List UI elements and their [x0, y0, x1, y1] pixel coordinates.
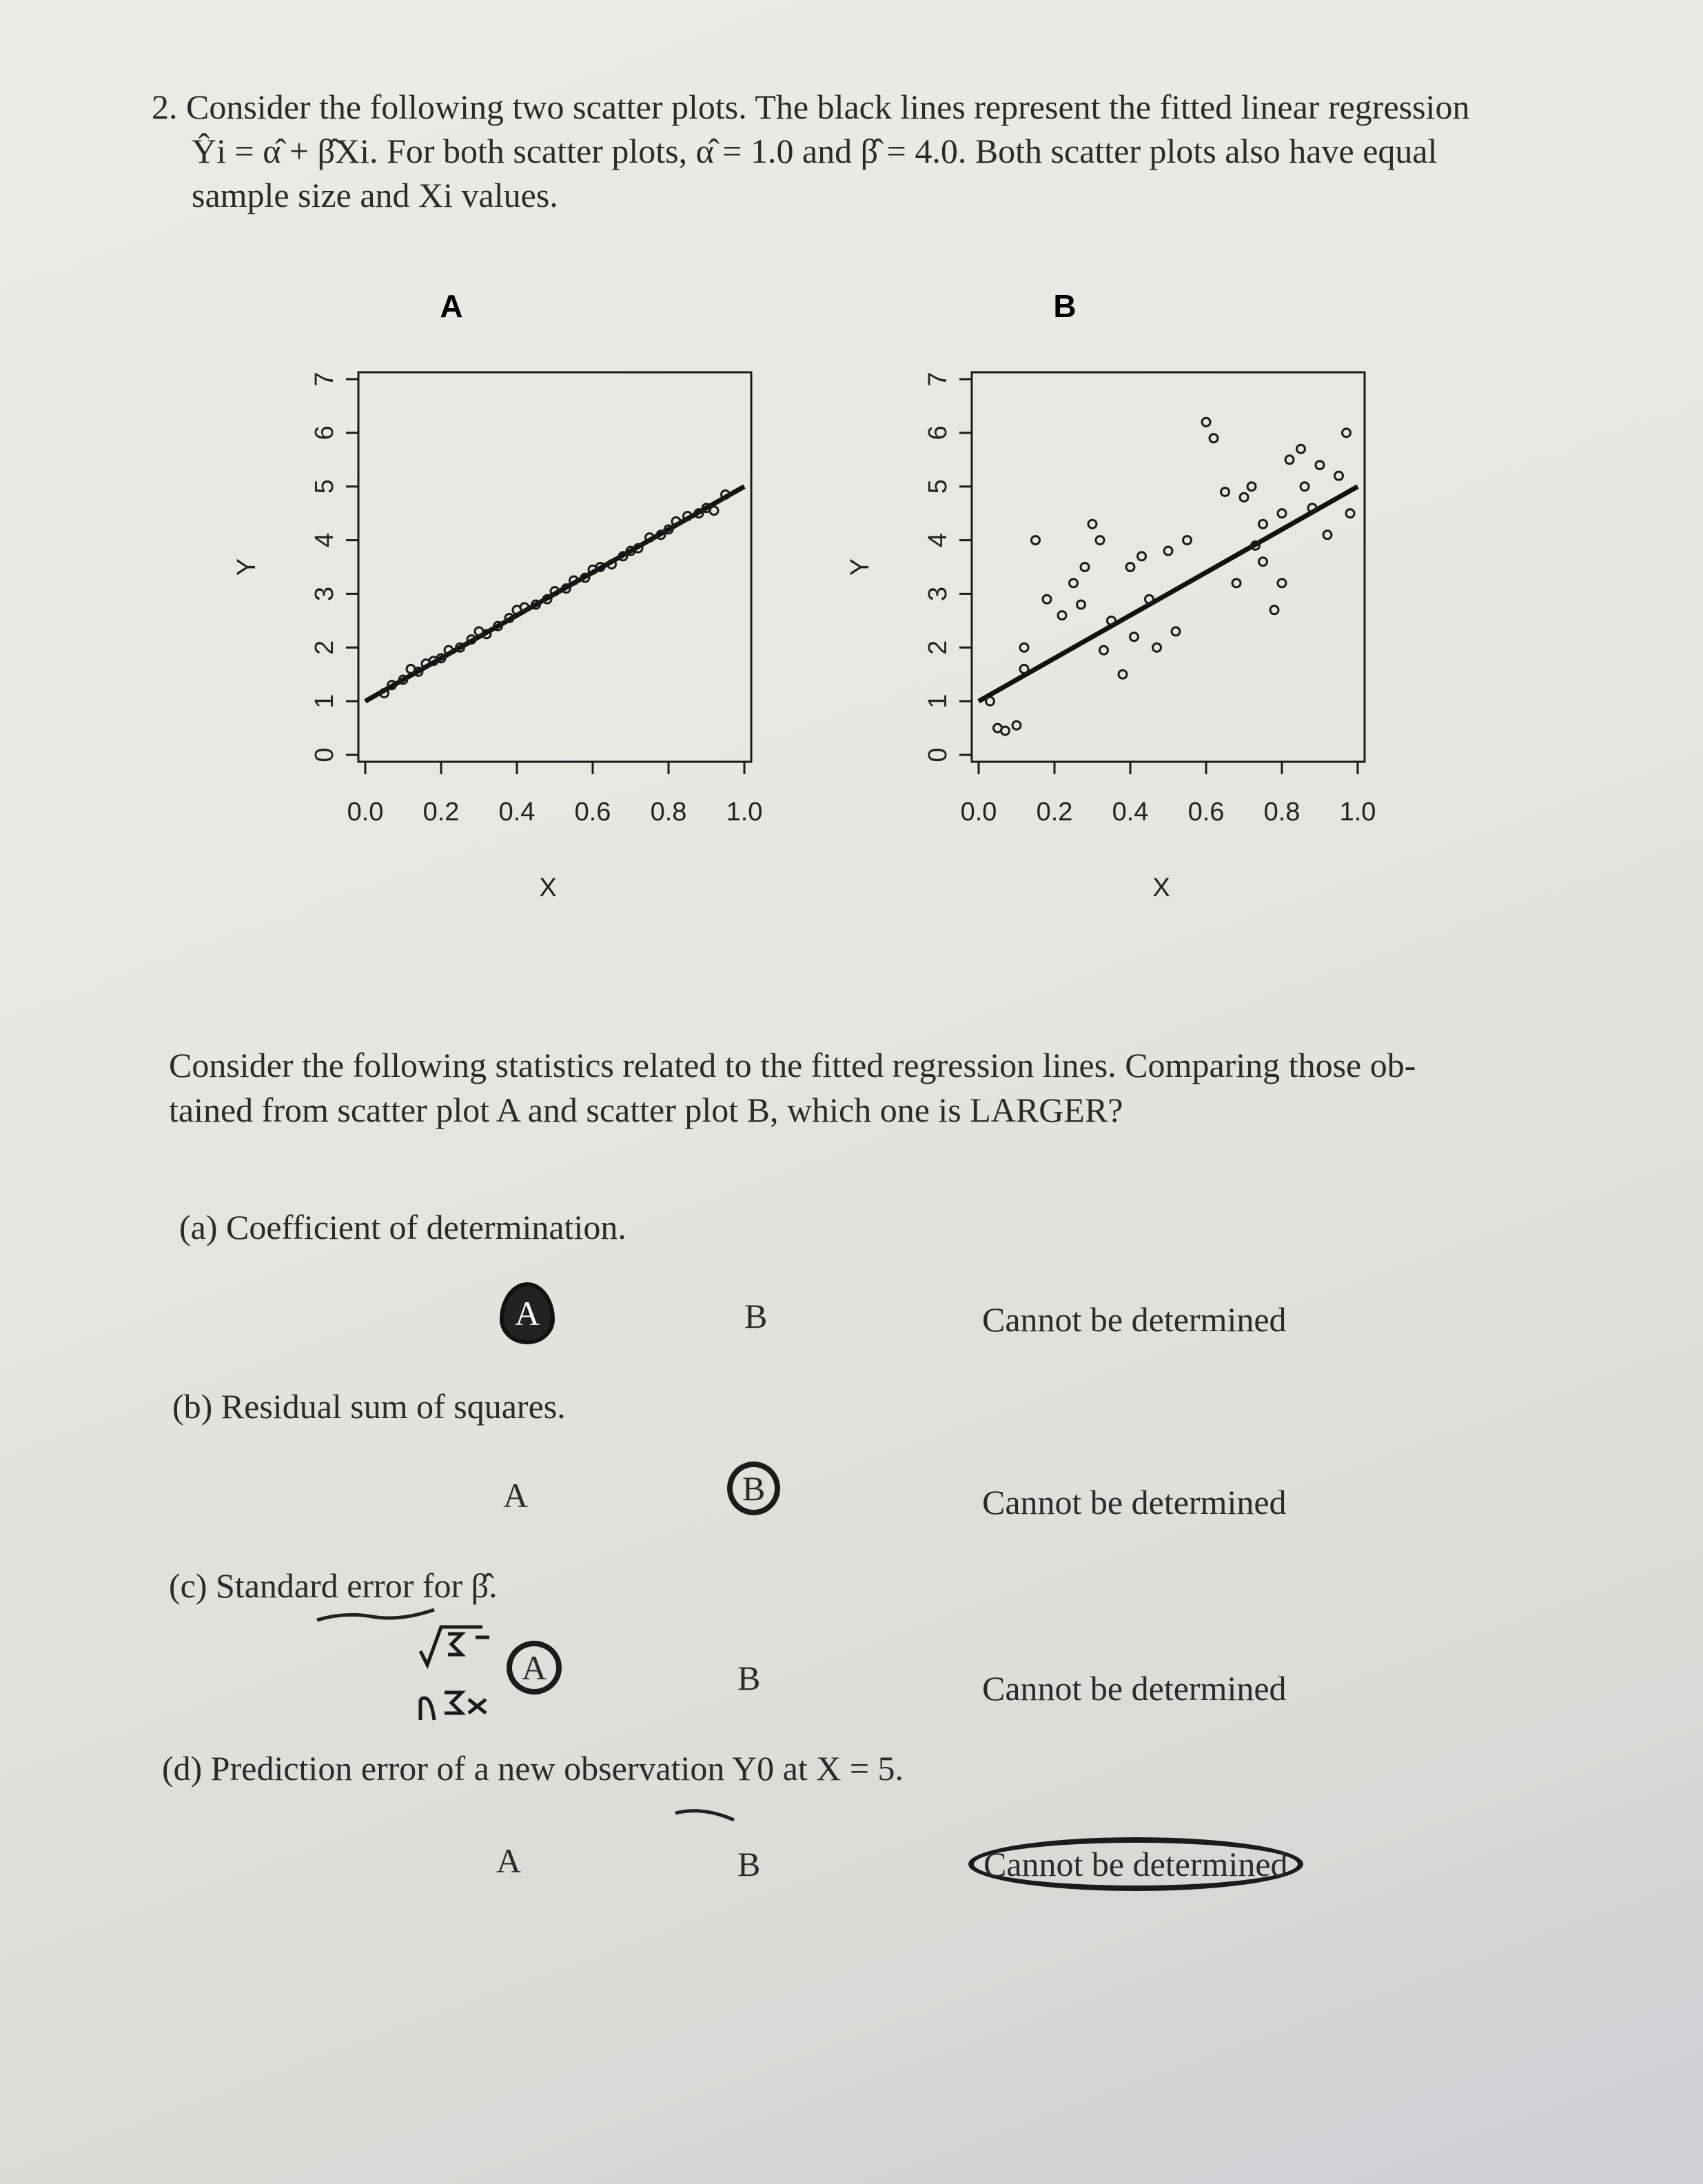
plot-b-point — [1297, 445, 1305, 453]
plot-b-xtick-label-0.0: 0.0 — [960, 798, 997, 827]
plot-b-point — [1240, 493, 1248, 501]
plot-b-point — [1077, 600, 1085, 609]
plot-a-ytick-label-5: 5 — [310, 479, 339, 494]
plot-b-ytick-label-4: 4 — [924, 533, 952, 548]
plot-b-ytick-label-6: 6 — [924, 425, 952, 441]
part-d-choice-c[interactable] — [968, 1837, 1303, 1891]
part-c-choice-c[interactable]: Cannot be determined — [982, 1669, 1287, 1708]
plot-b-title: B — [1053, 288, 1077, 324]
plot-b-point — [1247, 483, 1256, 491]
problem-line-3: sample size and Xi values. — [192, 176, 558, 214]
plot-a-ytick-label-4: 4 — [310, 533, 339, 548]
part-c-label: (c) Standard error for β̂. — [169, 1566, 498, 1605]
plot-b-point — [1126, 563, 1134, 572]
plot-b-xtick-label-0.2: 0.2 — [1036, 798, 1073, 827]
plot-b-point — [1043, 595, 1051, 603]
plot-b-point — [1153, 643, 1161, 651]
plot-b-point — [986, 697, 995, 705]
plot-a-ytick-label-7: 7 — [310, 372, 339, 387]
plot-b-point — [1001, 727, 1010, 735]
plot-a-frame — [358, 372, 751, 762]
plot-b-frame — [972, 372, 1365, 762]
scatter-plot-a — [227, 276, 793, 941]
plot-a-ytick-label-0: 0 — [310, 747, 339, 762]
plot-a-xtick-label-0.2: 0.2 — [422, 798, 460, 827]
problem-line-1: 2. Consider the following two scatter plots. The black lines represent the fitted linear regression — [152, 88, 1470, 126]
plot-b-point — [1164, 547, 1172, 555]
plot-b-point — [1032, 536, 1040, 545]
scatter-plot-b-svg — [841, 276, 1434, 938]
plot-b-ytick-label-2: 2 — [924, 640, 952, 655]
part-b-choice-c[interactable]: Cannot be determined — [982, 1483, 1287, 1521]
plot-b-point — [1183, 536, 1192, 545]
plot-a-xtick-label-0.0: 0.0 — [347, 798, 384, 827]
part-d-choice-a[interactable]: A — [496, 1841, 522, 1880]
plot-b-xtick-label-0.4: 0.4 — [1112, 798, 1149, 827]
plot-b-point — [1270, 606, 1278, 614]
part-b-label: (b) Residual sum of squares. — [172, 1387, 566, 1426]
plot-a-ylabel: Y — [232, 558, 261, 576]
plot-b-point — [1119, 670, 1127, 678]
plot-b-point — [1081, 563, 1089, 572]
part-b-choice-b[interactable] — [727, 1462, 780, 1515]
plot-a-xtick-label-0.8: 0.8 — [650, 798, 687, 827]
plot-b-point — [1012, 721, 1021, 729]
part-c-choice-a-text: A — [507, 1641, 562, 1695]
question-line-2: tained from scatter plot A and scatter plot B, which one is LARGER? — [169, 1091, 1123, 1129]
plot-a-xtick-label-1.0: 1.0 — [726, 798, 763, 827]
plot-b-point — [1210, 434, 1218, 443]
plot-b-point — [1096, 536, 1104, 545]
plot-b-point — [1346, 509, 1354, 518]
plot-b-xtick-label-0.6: 0.6 — [1187, 798, 1225, 827]
question-line-1: Consider the following statistics related to the fitted regression lines. Comparing those ob- — [169, 1046, 1416, 1084]
handwriting-underline-d — [672, 1803, 741, 1830]
plot-b-xtick-label-1.0: 1.0 — [1339, 798, 1376, 827]
part-b-choice-a[interactable]: A — [503, 1476, 529, 1515]
plot-a-title: A — [440, 288, 463, 324]
part-c-choice-b[interactable]: B — [737, 1659, 761, 1697]
plot-b-ytick-label-5: 5 — [924, 479, 952, 494]
part-a-choice-b[interactable]: B — [744, 1297, 768, 1335]
scatter-plot-b — [841, 276, 1434, 941]
plot-b-point — [1058, 611, 1066, 620]
plot-b-point — [1259, 558, 1267, 566]
plot-a-xtick-label-0.6: 0.6 — [574, 798, 611, 827]
plot-b-xtick-label-0.8: 0.8 — [1263, 798, 1301, 827]
plot-b-point — [1221, 488, 1230, 496]
handwriting-formula-sketch — [414, 1624, 517, 1734]
plot-a-xtick-label-0.4: 0.4 — [498, 798, 536, 827]
plot-a-point — [710, 507, 718, 515]
plot-a-ytick-label-6: 6 — [310, 425, 339, 441]
plot-b-point — [1343, 429, 1351, 437]
plot-b-ytick-label-1: 1 — [924, 694, 952, 709]
part-d-choice-b[interactable]: B — [737, 1845, 761, 1883]
part-d-label: (d) Prediction error of a new observation Y0 at X = 5. — [162, 1749, 904, 1788]
plot-b-point — [1202, 418, 1210, 426]
plot-b-ytick-label-0: 0 — [924, 747, 952, 762]
part-d-choice-c-text: Cannot be determined — [968, 1837, 1303, 1891]
plot-b-point — [1316, 461, 1324, 469]
plot-b-point — [1278, 509, 1286, 518]
plot-b-fit-line — [979, 487, 1358, 701]
plot-b-xlabel: X — [1152, 873, 1170, 902]
plot-b-point — [1100, 646, 1108, 654]
plot-b-ytick-label-3: 3 — [924, 586, 952, 601]
plot-b-point — [1138, 552, 1146, 560]
plot-b-point — [1278, 579, 1286, 587]
plot-b-point — [1020, 643, 1028, 651]
plot-b-ylabel: Y — [846, 558, 875, 576]
plot-b-point — [1070, 579, 1078, 587]
part-a-choice-a-text: A — [500, 1282, 555, 1344]
plot-b-point — [1285, 456, 1294, 464]
plot-b-point — [1232, 579, 1241, 587]
plot-a-ytick-label-1: 1 — [310, 694, 339, 709]
problem-line-2: Ŷi = α̂ + β̂Xi. For both scatter plots, α̂ = 1.0 and β̂ = 4.0. Both scatter plots also have equal — [192, 132, 1438, 170]
part-a-label: (a) Coefficient of determination. — [179, 1208, 626, 1246]
plot-b-point — [1335, 472, 1343, 480]
plot-a-ytick-label-2: 2 — [310, 640, 339, 655]
plot-b-point — [1323, 531, 1332, 539]
plot-b-point — [1130, 633, 1139, 641]
problem-statement — [152, 90, 1469, 222]
plot-b-point — [1172, 627, 1180, 636]
scatter-plot-a-svg — [227, 276, 793, 938]
plot-b-point — [1020, 665, 1028, 673]
part-a-choice-a[interactable] — [500, 1282, 555, 1344]
plot-b-point — [1301, 483, 1309, 491]
part-b-choice-b-text: B — [727, 1462, 780, 1515]
plot-a-ytick-label-3: 3 — [310, 586, 339, 601]
plot-b-ytick-label-7: 7 — [924, 372, 952, 387]
part-a-choice-c[interactable]: Cannot be determined — [982, 1300, 1287, 1339]
plot-b-point — [1259, 520, 1267, 528]
plot-b-point — [1088, 520, 1097, 528]
plot-a-xlabel: X — [539, 873, 557, 902]
